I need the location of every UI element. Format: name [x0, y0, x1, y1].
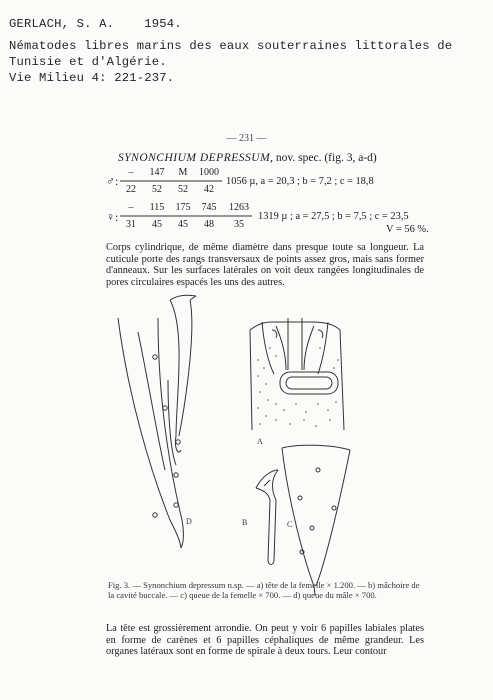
citation-title-line2: Tunisie et d'Algérie.: [9, 55, 167, 69]
figure-label-b: B: [242, 518, 248, 527]
male-bottom-1: 52: [152, 184, 162, 195]
page-number: — 231 —: [226, 133, 267, 144]
species-suffix: , nov. spec. (fig. 3, a-d): [270, 152, 377, 164]
male-top-3: 1000: [199, 167, 219, 178]
female-bottom-3: 48: [204, 219, 214, 230]
male-tail-drawing: [118, 295, 196, 548]
male-bottom-2: 52: [178, 184, 188, 195]
female-bottom-4: 35: [234, 219, 244, 230]
male-top-1: 147: [149, 167, 165, 178]
species-name: SYNONCHIUM DEPRESSUM: [118, 152, 271, 164]
male-symbol: ♂:: [106, 174, 119, 188]
female-symbol: ♀:: [106, 210, 119, 224]
female-top-4: 1263: [229, 202, 249, 213]
male-bottom-3: 42: [204, 184, 214, 195]
female-vulva-position: V = 56 %.: [386, 224, 429, 235]
citation-journal: Vie Milieu 4: 221-237.: [9, 71, 175, 85]
female-top-1: 115: [149, 202, 165, 213]
female-top-2: 175: [175, 202, 191, 213]
female-head-drawing: [250, 318, 344, 430]
paragraph-body-description: Corps cylindrique, de même diamètre dans presque toute sa longueur. La cuticule porte des rangs transversaux de points assez gros, mais sans former d'anneaux. Sur les surfaces latérales on voit deux rangées longitudinales de pores circulaires espacés les uns des autres.: [106, 242, 424, 288]
figure-label-a: A: [257, 437, 263, 446]
male-top-2: M: [178, 167, 188, 178]
paragraph-head-description: La tête est grossièrement arrondie. On peut y voir 6 papilles labiales plates en forme de carènes et 6 papilles céphaliques de même grandeur. Les organes latéraux sont en forme de spirale à deux tours. Leur contour: [106, 623, 424, 658]
figure-label-c: C: [287, 520, 293, 529]
female-top-0: –: [128, 202, 134, 213]
female-top-3: 745: [201, 202, 217, 213]
mandible-drawing: [256, 470, 278, 565]
male-top-0: –: [128, 167, 134, 178]
cuticle-dots: [257, 347, 339, 427]
fraction-bars: [120, 181, 252, 216]
figure-caption: Fig. 3. — Synonchium depressum n.sp. — a) tête de la femelle × 1.200. — b) mâchoire de la cavité buccale. — c) queue de la femelle × 700. — d) queue du mâle × 700.: [108, 580, 420, 600]
female-bottom-2: 45: [178, 219, 188, 230]
citation-author-year: GERLACH, S. A. 1954.: [9, 17, 182, 31]
female-bottom-1: 45: [152, 219, 162, 230]
male-bottom-0: 22: [126, 184, 136, 195]
citation-title-line1: Nématodes libres marins des eaux souterraines littorales de: [9, 39, 453, 53]
female-bottom-0: 31: [126, 219, 136, 230]
male-measurements: 1056 µ, a = 20,3 ; b = 7,2 ; c = 18,8: [226, 176, 374, 187]
figure-label-d: D: [186, 517, 192, 526]
female-measurements: 1319 µ ; a = 27,5 ; b = 7,5 ; c = 23,5: [258, 211, 409, 222]
